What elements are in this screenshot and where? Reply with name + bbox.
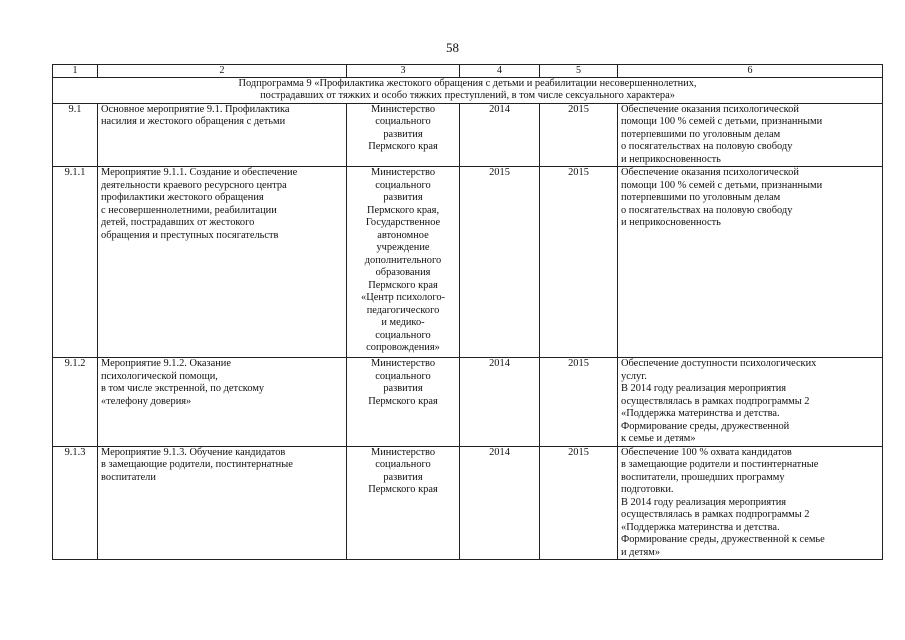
column-number: 1 xyxy=(53,65,98,78)
table-row xyxy=(53,446,883,559)
expected-result: Обеспечение доступности психологических услуг. В 2014 году реализация мероприятия осуществлялась в рамках подпрограммы 2 «Поддержка материнства и детства. Формирование среды, дружественной к семье и детям» xyxy=(618,358,883,446)
executor: Министерство социального развития Пермского края xyxy=(347,103,460,166)
start-year: 2014 xyxy=(460,446,540,559)
end-year: 2015 xyxy=(540,358,618,446)
column-number: 6 xyxy=(618,65,883,78)
row-number: 9.1.1 xyxy=(53,167,98,358)
subprogram-row xyxy=(53,78,883,104)
table-row xyxy=(53,103,883,166)
column-number: 4 xyxy=(460,65,540,78)
column-number: 3 xyxy=(347,65,460,78)
column-number: 2 xyxy=(98,65,347,78)
measure-name: Мероприятие 9.1.1. Создание и обеспечение деятельности краевого ресурсного центра профилактики жестокого обращения с несовершеннолетними, реабилитации детей, пострадавших от жестокого обращения и преступных посягательств xyxy=(98,167,347,358)
page-number: 58 xyxy=(446,40,459,55)
measures-table xyxy=(52,64,883,560)
start-year: 2014 xyxy=(460,358,540,446)
row-number: 9.1.3 xyxy=(53,446,98,559)
table-row xyxy=(53,167,883,358)
measure-name: Мероприятие 9.1.3. Обучение кандидатов в замещающие родители, постинтернатные воспитатели xyxy=(98,446,347,559)
subprogram-title: Подпрограмма 9 «Профилактика жестокого обращения с детьми и реабилитации несовершеннолетних, пострадавших от тяжких и особо тяжких преступлений, в том числе сексуального характера» xyxy=(53,78,883,104)
executor: Министерство социального развития Пермского края xyxy=(347,358,460,446)
executor: Министерство социального развития Пермского края xyxy=(347,446,460,559)
table-row xyxy=(53,358,883,446)
expected-result: Обеспечение оказания психологической помощи 100 % семей с детьми, признанными потерпевшими по уголовным делам о посягательствах на половую свободу и неприкосновенность xyxy=(618,167,883,358)
measure-name: Основное мероприятие 9.1. Профилактика насилия и жестокого обращения с детьми xyxy=(98,103,347,166)
end-year: 2015 xyxy=(540,167,618,358)
column-number-row xyxy=(53,65,883,78)
column-number: 5 xyxy=(540,65,618,78)
row-number: 9.1 xyxy=(53,103,98,166)
start-year: 2014 xyxy=(460,103,540,166)
end-year: 2015 xyxy=(540,103,618,166)
row-number: 9.1.2 xyxy=(53,358,98,446)
end-year: 2015 xyxy=(540,446,618,559)
expected-result: Обеспечение оказания психологической помощи 100 % семей с детьми, признанными потерпевшими по уголовным делам о посягательствах на половую свободу и неприкосновенность xyxy=(618,103,883,166)
expected-result: Обеспечение 100 % охвата кандидатов в замещающие родители и постинтернатные воспитатели, прошедших программу подготовки. В 2014 году реализация мероприятия осуществлялась в рамках подпрограммы 2 «Поддержка материнства и детства. Формирование среды, дружественной к семье и детям» xyxy=(618,446,883,559)
start-year: 2015 xyxy=(460,167,540,358)
measure-name: Мероприятие 9.1.2. Оказание психологической помощи, в том числе экстренной, по детскому «телефону доверия» xyxy=(98,358,347,446)
executor: Министерство социального развития Пермского края, Государственное автономное учреждение дополнительного образования Пермского края «Центр психолого- педагогического и медико- социального сопровождения» xyxy=(347,167,460,358)
